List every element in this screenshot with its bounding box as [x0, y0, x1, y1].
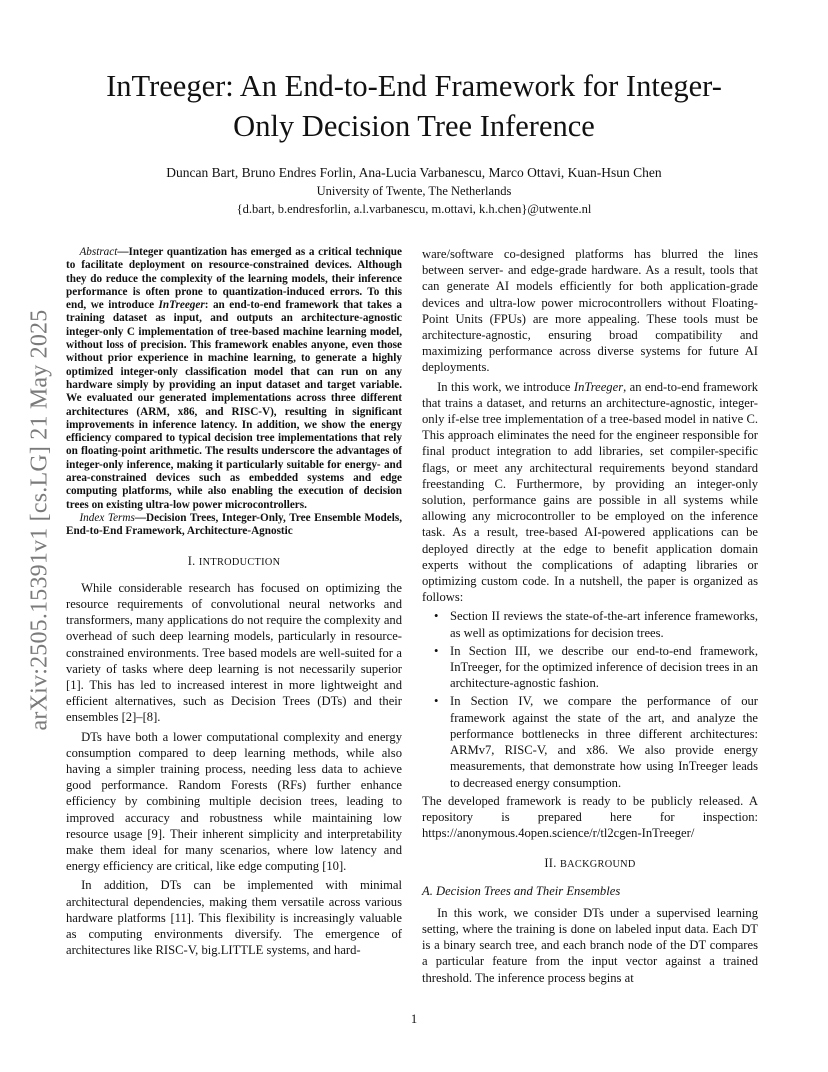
- list-item: • In Section III, we describe our end-to-end framework, InTreeger, for the optimized inference of decision trees in an architecture-agnostic fashion.: [450, 643, 758, 692]
- organization-list: [422, 608, 758, 790]
- abstract-text-a: —Integer quantization has emerged as a critical technique to facilitate deployment on resource-constrained devices. Although they do reduce the complexity of the learning models, their inference performance is often prone to quantization-induced errors. To this end, we introduce: [66, 246, 402, 312]
- index-terms-label: Index Terms: [79, 511, 135, 524]
- list-item: • Section II reviews the state-of-the-art inference frameworks, as well as optimizations for decision trees.: [450, 608, 758, 640]
- subsection-heading: A. Decision Trees and Their Ensembles: [422, 883, 621, 898]
- repository-paragraph: The developed framework is ready to be publicly released. A repository is prepared here for inspection: https://anonymous.4open.science/r/tl2cgen-InTreeger/: [422, 793, 758, 841]
- right-column: [422, 246, 758, 989]
- affiliation: University of Twente, The Netherlands: [316, 184, 512, 198]
- section-name: INTRODUCTION: [198, 556, 281, 568]
- framework-name: InTreeger: [573, 379, 624, 394]
- arxiv-stamp: arXiv:2505.15391v1 [cs.LG] 21 May 2025: [26, 309, 53, 731]
- intro-paragraph-2: DTs have both a lower computational complexity and energy consumption compared to deep learning methods, while also having a simpler training process, needing less data to achieve good performance. Random Forests (RFs) further enhance efficiency by combining multiple decision trees, leading to improved accuracy and robustness while maintaining low resource usage [9]. Their inherent simplicity and interpretability make them ideal for many scenarios, where low latency and energy efficiency are critical, like edge computing [10].: [66, 729, 402, 874]
- section-heading-background: II. BACKGROUND: [544, 856, 636, 871]
- section-name: BACKGROUND: [560, 859, 636, 871]
- left-column: [66, 246, 402, 961]
- section-heading-introduction: I. INTRODUCTION: [187, 553, 281, 568]
- index-terms: [66, 512, 402, 539]
- abstract: [66, 246, 402, 512]
- intro-paragraph-1: While considerable research has focused on optimizing the resource requirements of convolutional neural networks and transformers, many applications do not require the complexity and overhead of such deep learning models, particularly in resource-constrained environments. Tree based models are well-suited for a variety of tasks where deep learning is not necessarily superior [1]. This has led to increased interest in more lightweight and efficient alternatives, such as Decision Trees (DTs) and their ensembles [2]–[8].: [66, 580, 402, 725]
- author-emails: {d.bart, b.endresforlin, a.l.varbanescu, m.ottavi, k.h.chen}@utwente.nl: [236, 202, 592, 216]
- author-list: Duncan Bart, Bruno Endres Forlin, Ana-Lucia Varbanescu, Marco Ottavi, Kuan-Hsun Chen: [166, 165, 662, 180]
- abstract-framework-name: InTreeger: [158, 299, 205, 312]
- abstract-text-b: : an end-to-end framework that takes a training dataset as input, and outputs an architecture-agnostic integer-only C implementation of tree-based machine learning model, without loss of precision. This framework enables anyone, even those without prior experience in machine learning, to generate a highly optimized integer-only classification model that can run on any hardware simply by providing an input dataset and target variable. We evaluated our generated implementations across three different architectures (ARM, x86, and RISC-V), resulting in significant improvements in inference latency. In addition, we show the energy efficiency compared to typical decision tree implementations that rely on floating-point arithmetic. The results underscore the advantages of integer-only inference, making it particularly suitable for energy- and area-constrained devices such as embedded systems and edge computing platforms, while also enabling the execution of decision trees on existing ultra-low power microcontrollers.: [66, 299, 402, 511]
- background-paragraph-1: In this work, we consider DTs under a supervised learning setting, where the training is done on labeled input data. Each DT is a binary search tree, and each branch node of the DT compares a particular feature from the input vector against a trained threshold. The inference process begins at: [422, 905, 758, 985]
- page-number: 1: [410, 1012, 418, 1026]
- index-terms-text: —Decision Trees, Integer-Only, Tree Ensemble Models, End-to-End Framework, Architecture-Agnostic: [66, 511, 402, 538]
- intro-paragraph-continued: ware/software co-designed platforms has blurred the lines between server- and edge-grade hardware. As a result, tools that can generate AI models efficiently for both application-grade devices and ultra-low power microcontrollers without Floating-Point Units (FPUs) are more appealing. These tools must be architecture-agnostic, ensuring broad compatibility and maximizing performance across diverse systems for future AI deployments.: [422, 247, 758, 375]
- contribution-paragraph: In this work, we introduce InTreeger, an end-to-end framework that trains a dataset, and returns an architecture-agnostic, integer-only if-else tree implementation of a tree-based model in native C. This approach eliminates the need for the engineer responsible for final product integration to add libraries, set compiler-specific flags, or meet any architectural requirements beyond standard freestanding C. Furthermore, by providing an integer-only solution, performance gains are possible in all systems while allowing any microcontroller to be employed on the inference task. As a result, tree-based AI-powered applications can be deployed directly at the edge to benefit application domain experts without the complications of adapting libraries or optimizing custom code. In a nutshell, the paper is organized as follows:: [422, 379, 759, 605]
- list-item: • In Section IV, we compare the performance of our framework against the state of the art, and analyze the performance bottlenecks in three different architectures: ARMv7, RISC-V, and x86. We also provide energy measurements, that demonstrate how using InTreeger leads to decreased energy consumption.: [450, 693, 758, 790]
- intro-paragraph-3: In addition, DTs can be implemented with minimal architectural dependencies, making them versatile across various hardware platforms [11]. This flexibility is increasingly valuable as computing environments diversify. The emergence of architectures like RISC-V, big.LITTLE systems, and hard-: [66, 878, 402, 958]
- abstract-label: Abstract: [79, 246, 118, 258]
- paper-title: InTreeger: An End-to-End Framework for Integer-Only Decision Tree Inference: [106, 69, 722, 143]
